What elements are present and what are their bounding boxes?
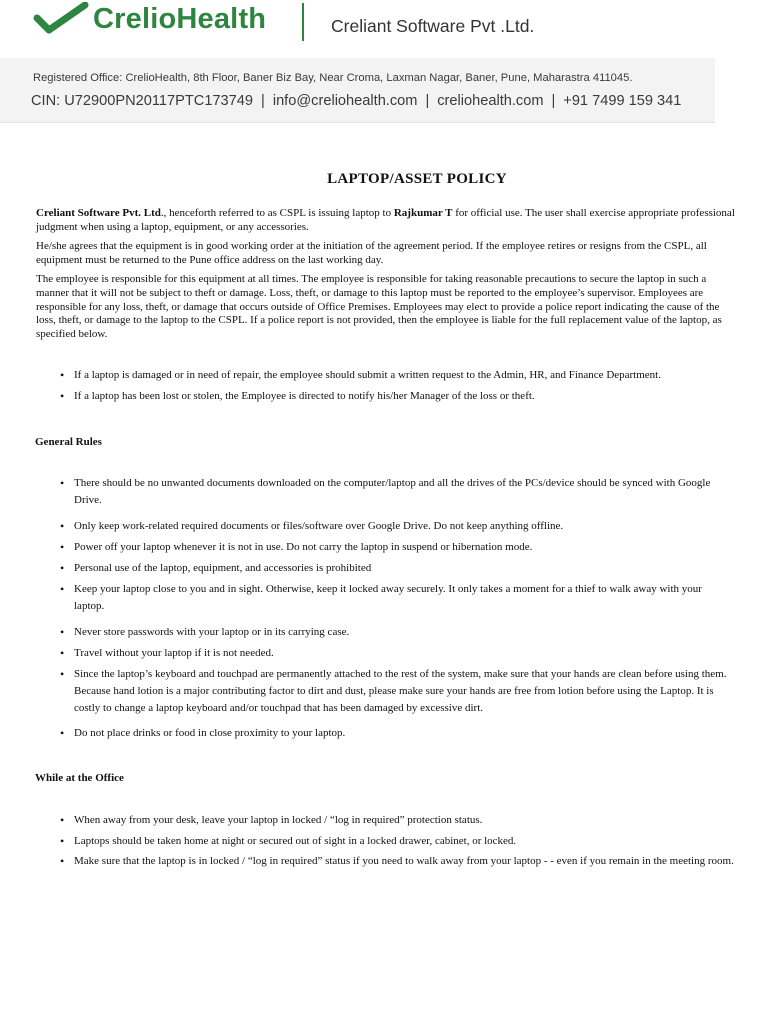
employee-name: Rajkumar T	[393, 207, 453, 219]
rule-item: • Only keep work-related required documents or files/software over Google Drive. Do not keep anything offline.	[74, 518, 734, 535]
separator: |	[551, 93, 556, 109]
letterhead	[0, 0, 768, 124]
general-rules-heading: General Rules	[35, 436, 102, 448]
header-divider	[302, 3, 304, 41]
rule-item: • There should be no unwanted documents downloaded on the computer/laptop and all the drives of the PCs/device should be synced with Google Drive.	[74, 475, 734, 509]
contact-line	[31, 93, 681, 109]
company-bold: Creliant Software Pvt. Ltd	[36, 207, 161, 219]
rule-item: • Power off your laptop whenever it is not in use. Do not carry the laptop in suspend or hibernation mode.	[74, 539, 734, 556]
rule-item: • Since the laptop’s keyboard and touchpad are permanently attached to the rest of the system, make sure that your hands are clean before using them. Because hand lotion is a major contributing factor to dirt and dust, please make sure your hands are free from lotion before using the Laptop. It is costly to change a laptop keyboard and/or touchpad that has been damaged by excessive dirt.	[74, 666, 734, 717]
separator: |	[425, 93, 430, 109]
separator: |	[261, 93, 265, 109]
company-logo	[33, 2, 266, 36]
company-name: Creliant Software Pvt .Ltd.	[331, 16, 535, 36]
return-paragraph: He/she agrees that the equipment is in good working order at the initiation of the agreement period. If the employee retires or resigns from the CSPL, all equipment must be returned to the Pune office address on the last working day.	[36, 240, 707, 266]
registered-office: Registered Office: CrelioHealth, 8th Floor, Baner Biz Bay, Near Croma, Laxman Nagar, Baner, Pune, Maharastra 411045.	[33, 72, 633, 84]
checkmark-logo-icon	[33, 2, 89, 36]
damage-bullet: • If a laptop is damaged or in need of repair, the employee should submit a written request to the Admin, HR, and Finance Department.	[74, 367, 734, 384]
brand-name: CrelioHealth	[93, 2, 267, 35]
office-heading: While at the Office	[35, 772, 124, 784]
intro-paragraph	[36, 207, 736, 235]
address-band	[0, 58, 715, 123]
office-item: • Make sure that the laptop is in locked / “log in required” status if you need to walk away from your laptop - - even if you remain in the meeting room.	[74, 853, 734, 870]
website: creliohealth.com	[437, 93, 544, 109]
rule-item: • Keep your laptop close to you and in sight. Otherwise, keep it locked away securely. It only takes a moment for a thief to walk away with your laptop.	[74, 581, 734, 615]
email-address: info@creliohealth.com	[272, 93, 418, 109]
intro-text-2: for official use. The user shall exercise appropriate professional judgment when using a laptop, equipment, or any accessories.	[36, 207, 735, 233]
rule-item: • Personal use of the laptop, equipment, and accessories is prohibited	[74, 560, 734, 577]
office-item: • When away from your desk, leave your laptop in locked / “log in required” protection status.	[74, 812, 734, 829]
rule-item: • Do not place drinks or food in close proximity to your laptop.	[74, 725, 734, 742]
cin-number: CIN: U72900PN20117PTC173749	[31, 93, 254, 109]
responsibility-paragraph: The employee is responsible for this equipment at all times. The employee is responsible for taking reasonable precautions to secure the laptop in such a manner that it will not be subject to theft or damage. Loss, theft, or damage to this laptop must be reported to the employee’s supervisor. Employees are responsible for any loss, theft, or damage that occurs outside of Office Premises. Employees may elect to provide a police report indicating the cause of the loss, theft, or damage to the laptop to the CSPL. If a police report is not provided, then the employee is liable for the full replacement value of the laptop, as specified below.	[36, 273, 722, 341]
document-title: LAPTOP/ASSET POLICY	[327, 171, 507, 187]
intro-text-1: ., henceforth referred to as CSPL is issuing laptop to	[160, 207, 394, 219]
rule-item: • Never store passwords with your laptop or in its carrying case.	[74, 624, 734, 641]
office-item: • Laptops should be taken home at night or secured out of sight in a locked drawer, cabinet, or locked.	[74, 833, 734, 850]
phone-number: +91 7499 159 341	[563, 93, 682, 109]
rule-item: • Travel without your laptop if it is not needed.	[74, 645, 734, 662]
damage-bullet: • If a laptop has been lost or stolen, the Employee is directed to notify his/her Manager of the loss or theft.	[74, 388, 734, 405]
